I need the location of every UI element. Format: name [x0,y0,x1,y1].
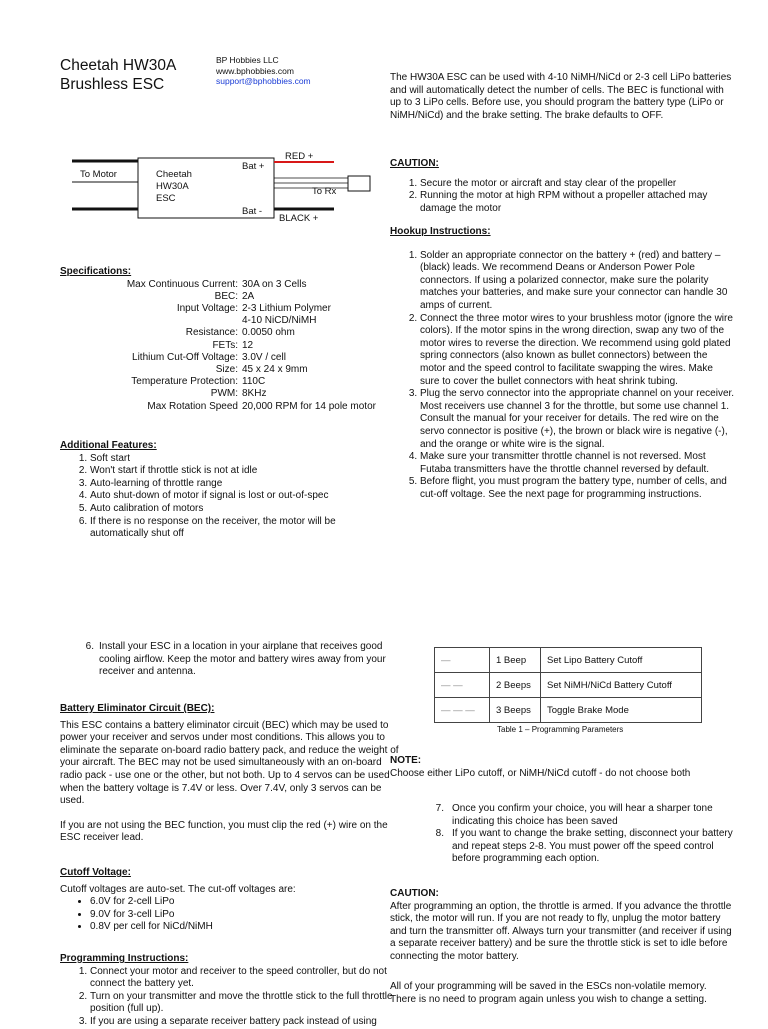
bec-paragraph-1: This ESC contains a battery eliminator circuit (BEC) which may be used to power your receiver and servos under most conditions. This allows you to eliminate the separate on-board radio battery pack, and reduce the weight of your aircraft. The BEC may not be used simultaneously with an on-board radio pack - use one or the other, but not both. Up to 4 servos can be used when the battery voltage is 7.4V or less. Over 7.4V, only 3 servos can be used. [60,719,399,807]
spec-label: Input Voltage: [176,303,238,314]
to-rx-label: To Rx [312,186,337,197]
caution-heading: CAUTION: [390,158,439,169]
list-item: 1. Connect your motor and receiver to the speed controller, but do not connect the battery yet. [90,966,405,991]
spec-label: Temperature Protection: [131,376,238,388]
wiring-diagram [72,148,382,230]
bec-paragraph-2: If you are not using the BEC function, you must clip the red (+) wire on the ESC receiver lead. [60,819,388,844]
list-item: 1. Solder an appropriate connector on the battery + (red) and battery – (black) leads. We recommend Deans or Anderson Power Pole connectors. If using a polarized connector, make sure the polarity matches your batteries, and make sure your connector can handle 30 amps of current. [420,250,735,313]
table-row [435,648,702,673]
parameter-action: Set NiMH/NiCd Battery Cutoff [541,673,702,698]
list-item: 1. Secure the motor or aircraft and stay clear of the propeller [420,178,735,191]
list-item [390,828,735,866]
hookup-heading: Hookup Instructions: [390,226,491,237]
list-item: 3. Plug the servo connector into the appropriate channel on your receiver. Most receivers use channel 3 for the throttle, but some use channel 1. Consult the manual for your receiver for details. The red wire on the servo connector is positive (+), the brown or black wire is negative (-), and the orange or white wire is the signal. [420,388,735,451]
table-row [435,673,702,698]
spec-label [60,315,242,327]
spec-value: 8KHz [242,388,267,400]
cutoff-list [60,896,405,934]
list-item: 1. Soft start [90,453,390,466]
spec-row [60,279,376,291]
spec-value: 20,000 RPM for 14 pole motor [242,400,376,412]
spec-value: 12 [242,339,254,351]
additional-features-list [60,453,390,541]
esc-label-line-2: HW30A [156,181,189,192]
spec-row [60,303,376,315]
spec-label: Max Continuous Current: [126,278,238,290]
step-number: 6. [85,641,94,652]
title-line-2: Brushless ESC [60,76,165,93]
caution-heading: CAUTION: [390,888,439,899]
step-text: Once you confirm your choice, you will hear a sharper tone indicating this choice has been saved [452,803,713,827]
spec-value: 45 x 24 x 9mm [242,364,308,376]
list-item: 3. If you are using a separate receiver battery pack instead of using [90,1016,405,1029]
title-line-1: Cheetah HW30A [60,57,177,74]
spec-label: Size: [215,364,238,376]
spec-label: Resistance: [185,327,238,339]
list-item: 6. If there is no response on the receiver, the motor will be automatically shut off [90,516,390,541]
programming-caution-section [390,888,735,964]
list-item: 2. Connect the three motor wires to your brushless motor (ignore the wire colors). If the motor spins in the wrong direction, swap any two of the motor wires to reverse the direction. We recommend using gold plated spring connectors (also known as bullet connectors) between the motor and the speed control to facilitate swapping the wires. Make sure to cover the bullet connectors with heat shrink tubing. [420,313,735,389]
list-item: • 0.8V per cell for NiCd/NiMH [90,921,405,934]
list-item: 5. Auto calibration of motors [90,503,390,516]
rx-connector [348,176,370,191]
spec-row [60,388,376,400]
additional-features-section [60,440,390,541]
table-caption: Table 1 – Programming Parameters [497,725,624,734]
note-heading: NOTE: [390,755,422,766]
bec-section [60,703,405,845]
company-info [216,55,311,87]
list-item [390,803,735,828]
spec-row [60,401,376,413]
black-plus-label: BLACK + [279,213,319,224]
cutoff-intro: Cutoff voltages are auto-set. The cut-off voltages are: [60,883,296,895]
parameter-action: Set Lipo Battery Cutoff [541,648,702,673]
dash-pattern: — — [435,673,490,698]
note-text: Choose either LiPo cutoff, or NiMH/NiCd cutoff - do not choose both [390,767,691,779]
programming-heading: Programming Instructions: [60,953,189,964]
spec-value: 0.0050 ohm [242,327,295,339]
programming-parameters-grid [434,647,702,723]
spec-value: 2A [242,290,255,302]
step-number: 7. [435,803,444,814]
caution-section [390,158,735,215]
spec-value: 110C [242,376,266,388]
specifications-heading: Specifications: [60,266,132,277]
list-item: 2. Turn on your transmitter and move the throttle stick to the full throttle position (full up). [90,991,405,1016]
dash-pattern: — [435,648,490,673]
to-motor-label: To Motor [80,169,117,180]
spec-label: FETs: [212,339,238,351]
spec-row [60,291,376,303]
dash-pattern: — — — [435,698,490,723]
spec-value: 2-3 Lithium Polymer [242,303,331,314]
bat-plus-label: Bat + [242,161,265,172]
hookup-step-6 [60,641,405,679]
cutoff-voltage-section [60,867,405,934]
spec-row [60,340,376,352]
list-item: 2. Running the motor at high RPM without a propeller attached may damage the motor [420,190,735,215]
bat-minus-label: Bat - [242,206,263,217]
spec-row [60,315,376,327]
caution-list [390,178,735,216]
step-number: 8. [435,828,444,840]
esc-label-line-3: ESC [156,193,176,204]
memory-note: All of your programming will be saved in the ESCs non-volatile memory. There is no need to program again unless you wish to change a setting. [390,981,707,1005]
spec-label: Lithium Cut-Off Voltage: [132,351,238,363]
step-text: If you want to change the brake setting, disconnect your battery and repeat steps 2-8. You must power off the speed control before programming each option. [452,828,733,865]
esc-label-line-1: Cheetah [156,169,192,180]
spec-value: 3.0V / cell [242,351,286,363]
parameter-action: Toggle Brake Mode [541,698,702,723]
spec-label: PWM: [210,388,238,400]
bec-heading: Battery Eliminator Circuit (BEC): [60,703,215,714]
list-item: • 9.0V for 3-cell LiPo [90,909,405,922]
list-item: 4. Make sure your transmitter throttle channel is not reversed. Most Futaba transmitters have the throttle channel reversed by default. [420,451,735,476]
list-item: • 6.0V for 2-cell LiPo [90,896,405,909]
spec-row [60,352,376,364]
hookup-instructions-section [390,226,735,501]
list-item: 2. Won't start if throttle stick is not at idle [90,465,390,478]
spec-row [60,327,376,339]
red-plus-label: RED + [285,151,314,162]
cutoff-heading: Cutoff Voltage: [60,867,131,878]
company-name: BP Hobbies LLC [216,55,279,65]
spec-value: 4-10 NiCD/NiMH [242,315,317,327]
caution-text: After programming an option, the throttle is armed. If you advance the throttle stick, the motor will run. If you are not ready to fly, unplug the motor battery and turn the transmitter off. Always turn your transmitter (and receiver if using a separate receiver battery) and be sure the throttle stick is set to idle before connecting the motor battery. [390,900,732,962]
programming-steps-7-8 [390,803,735,866]
spec-label: BEC: [214,290,238,302]
hookup-list [390,250,735,502]
step-text: Install your ESC in a location in your airplane that receives good cooling airflow. Keep the motor and battery wires away from your receiver and antenna. [99,641,386,678]
programming-instructions-section [60,953,405,1029]
spec-label: Max Rotation Speed [147,400,238,412]
list-item: 5. Before flight, you must program the battery type, number of cells, and cut-off voltage. See the next page for programming instructions. [420,476,735,501]
intro-paragraph: The HW30A ESC can be used with 4-10 NiMH/NiCd or 2-3 cell LiPo batteries and will automatically detect the number of cells. The BEC is functional with up to 3 LiPo cells. Before use, you should program the battery type (LiPo or NiMH/NiCd) and the brake setting. The brake defaults to OFF. [390,72,732,121]
list-item: 3. Auto-learning of throttle range [90,478,390,491]
company-website: www.bphobbies.com [216,65,294,76]
beep-count: 2 Beeps [490,673,541,698]
additional-features-heading: Additional Features: [60,440,157,451]
spec-value: 30A on 3 Cells [242,278,307,290]
support-email-link[interactable]: support@bphobbies.com [216,76,311,86]
beep-count: 1 Beep [490,648,541,673]
programming-parameters-table [434,647,702,723]
spec-row [60,376,376,388]
spec-row [60,364,376,376]
document-title [60,56,210,94]
specifications-table [60,279,376,413]
list-item: 4. Auto shut-down of motor if signal is lost or out-of-spec [90,490,390,503]
table-row [435,698,702,723]
specifications-section [60,266,390,413]
programming-list [60,966,405,1029]
note-section [390,755,735,780]
beep-count: 3 Beeps [490,698,541,723]
